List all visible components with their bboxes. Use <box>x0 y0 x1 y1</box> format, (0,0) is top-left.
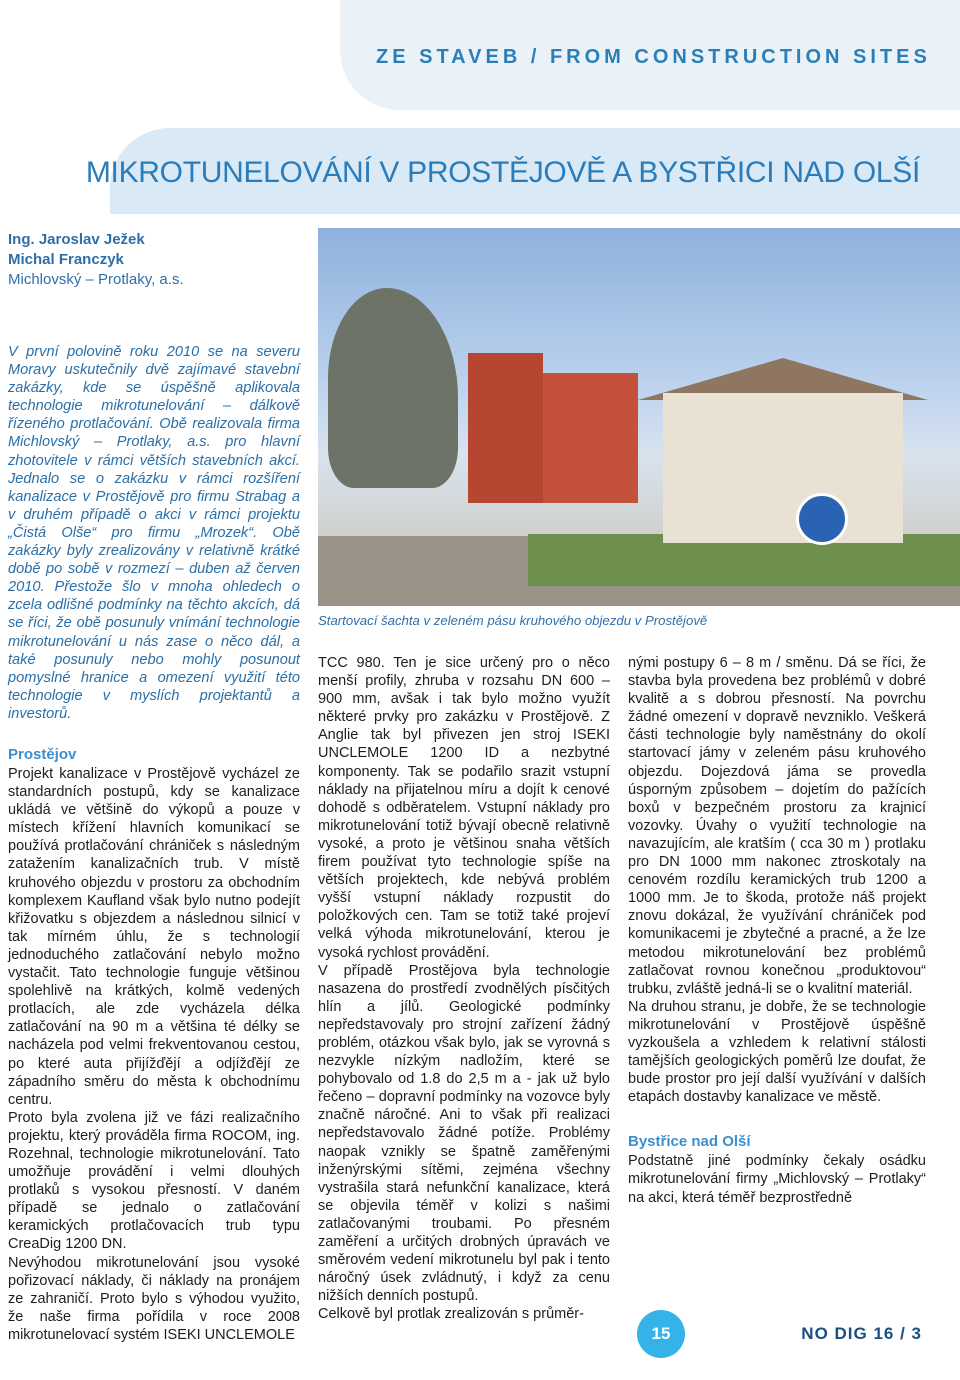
section-heading-prostejov: Prostějov <box>8 746 77 763</box>
paragraph: Na druhou stranu, je dobře, že se technologie mikrotunelování v Prostějově úspěšně vyzkoušela a vzhledem k relativní stálosti tamějších geologických poměrů lze doufat, že bude prostor pro její další využívání v dalších etapách dostavby kanalizace ve městě. <box>628 998 926 1106</box>
paragraph: Projekt kanalizace v Prostějově vycházel ze standardních postupů, kdy se kanalizace ukládá ve většině do výkopů a pouze v místech křížení hlavních komunikací se používá protlačování chrániček s následným zatažením kanalizačních trub. V místě kruhového objezdu v prostoru za obchodním komplexem Kaufland však bylo nutno podejít křižovatku s objezdem a následnou silnicí v tak mírném úhlu, že s technologií jednoduchého zatlačování nebylo možno vystačit. Tato technologie funguje většinou spolehlivě na krátkých, kolmě vedených protlacích, ale zde vycházela délka zatlačování na 90 m a většina té délky se nacházela pod velmi frekventovanou cestou, po které auta přijížďějí a odjížďějí ze západního směru do města k obchodnímu centru. <box>8 766 300 1108</box>
article-title: MIKROTUNELOVÁNÍ V PROSTĚJOVĚ A BYSTŘICI NAD OLŠÍ <box>85 156 920 189</box>
paragraph: TCC 980. Ten je sice určený pro o něco menší profily, zhruba v rozsahu DN 600 – 900 mm, avšak i tak bylo možno využít některé prvky pro zakázku v Prostějově. Z Anglie tak byl přivezen jen stroj ISEKI UNCLEMOLE 1200 ID a nezbytné komponenty. Tak se podařilo srazit vstupní náklady na přijatelnou míru a dojít k cenové dohodě s odběratelem. Vstupní náklady pro mikrotunelování totiž bývají obecně relativně vysoké, a proto je většinou snaha větších firem používat tyto technologie spíše na větších projektech, kde nebývá problém vyšší vstupní náklady rozpustit do položkových cen. Tam se totiž také projeví velká výhoda mikrotunelování, kterou je vysoká rychlost provádění. <box>318 655 610 961</box>
photo-traffic-sign <box>796 493 848 545</box>
section-label: ZE STAVEB / FROM CONSTRUCTION SITES <box>376 46 931 68</box>
author-name: Ing. Jaroslav Ježek <box>8 231 145 248</box>
authors-block <box>8 230 308 290</box>
section-banner <box>340 0 960 110</box>
paragraph: Proto byla zvolena již ve fázi realizačního projektu, který prováděla firma ROCOM, ing. Rozehnal, technologie mikrotunelování. Tato umožňuje provádění i velmi dlouhých protlaků s vysokou přesností. V daném případě se jednalo o zatlačování keramických protlačovacích trub typu CreaDig 1200 DN. <box>8 1109 300 1253</box>
magazine-issue: NO DIG 16 / 3 <box>801 1324 922 1343</box>
photo-container <box>543 373 638 503</box>
middle-column <box>318 654 610 1323</box>
title-banner <box>85 128 960 214</box>
photo-house <box>663 393 903 543</box>
page-number: 15 <box>637 1310 685 1358</box>
lead-paragraph: V první polovině roku 2010 se na severu Moravy uskutečnily dvě zajímavé stavební zakázky, kde se úspěšně aplikovala technologie mikrotunelování – dálkově řízeného protlačování. Obě realizovala firma Michlovský – Protlaky, a.s. pro hlavní zhotovitele v rámci větších stavebních akcí. Jednalo se o zakázku v rámci rozšíření kanalizace v Prostějově pro firmu Strabag a v druhém případě o akci v rámci projektu „Čistá Olše“ pro firmu „Mrozek“. Obě zakázky byly zrealizovány v relativně krátké době po sobě v rozmezí – duben až červen 2010. Přestože šlo v mnoha ohledech o zcela odlišné podmínky na těchto akcích, dá se říci, že obě posunuly vnímání technologie mikrotunelování u nás zase o něco dál, a také posunuly nebo mohly posunout pomyslné hranice a omezení využití této technologie v myslích projektantů a investorů. <box>8 344 300 722</box>
construction-site-photo <box>318 228 960 606</box>
paragraph: nými postupy 6 – 8 m / směnu. Dá se říci, že stavba byla provedena bez problémů v dobré kvalitě a s dobrou přesností. Na povrchu žádné omezení v dopravě nevzniklo. Veškerá části technologie byly naměstnány do okolí startovací jámy v zeleném pásu kruhového objezdu. Dojezdová jáma se provedla úsporným způsobem – dojetím do pažících boxů v bezpečném prostoru za krajnicí vozovky. Úvahy o využití technologie na navazujícím, ale kratším ( cca 30 m ) protlaku pro DN 1000 mm nakonec ztroskotaly na cenovém rozdílu keramických trub 1200 a 1000 mm. Je to škoda, protože náš projekt znovu dokázal, že využívání chrániček pod komunikacemi je zbytečné a pracné, a že lze metodou mikrotunelování bez problémů zatlačovat rovnou konečnou „produktovou“ trubku, zvláště jedná-li se o kvalitní materiál. <box>628 655 926 997</box>
right-column <box>628 654 926 1207</box>
section-heading-bystrice: Bystřice nad Olší <box>628 1133 751 1151</box>
author-name: Michal Franczyk <box>8 251 124 268</box>
left-column <box>8 745 300 1344</box>
paragraph: Podstatně jiné podmínky čekaly osádku mikrotunelování firmy „Michlovský – Protlaky“ na akci, která téměř bezprostředně <box>628 1153 926 1206</box>
photo-container <box>468 353 543 503</box>
photo-caption: Startovací šachta v zeleném pásu kruhového objezdu v Prostějově <box>318 613 708 628</box>
paragraph: V případě Prostějova byla technologie nasazena do prostředí zvodnělých písčitých hlín a jílů. Geologické podmínky nepředstavovaly pro strojní zařízení žádný problém, otázkou však bylo, jak se vyrovná s nezvykle nízkým nadložím, které se pohybovalo od 1.8 do 2,5 m a - jak už bylo řečeno – dopravní podmínky na vozovce byly značně náročné. Ani to však při realizaci nepředstavovalo žádné potíže. Problémy naopak vznikly se špatně zaměřenými inženýrskými sítěmi, zejména všechny vystrašila stará nefunkční kanalizace, která se objevila téměř v kolizi s našimi zatlačovanými troubami. Po přesném zaměření a určitých drobných úpravách ve směrovém vedení mikrotunelu byl pak i tento náročný úsek zvládnutý, i když za cenu nižších denních postupů. <box>318 962 610 1305</box>
photo-tree <box>328 288 458 488</box>
paragraph: Celkově byl protlak zrealizován s průměr- <box>318 1306 584 1323</box>
author-company: Michlovský – Protlaky, a.s. <box>8 271 184 288</box>
paragraph: Nevýhodou mikrotunelování jsou vysoké pořizovací náklady, či náklady na pronájem ze zahraničí. Proto bylo s výhodou využito, že naše firma pořídila v roce 2008 mikrotunelovací systém ISEKI UNCLEMOLE <box>8 1254 300 1343</box>
